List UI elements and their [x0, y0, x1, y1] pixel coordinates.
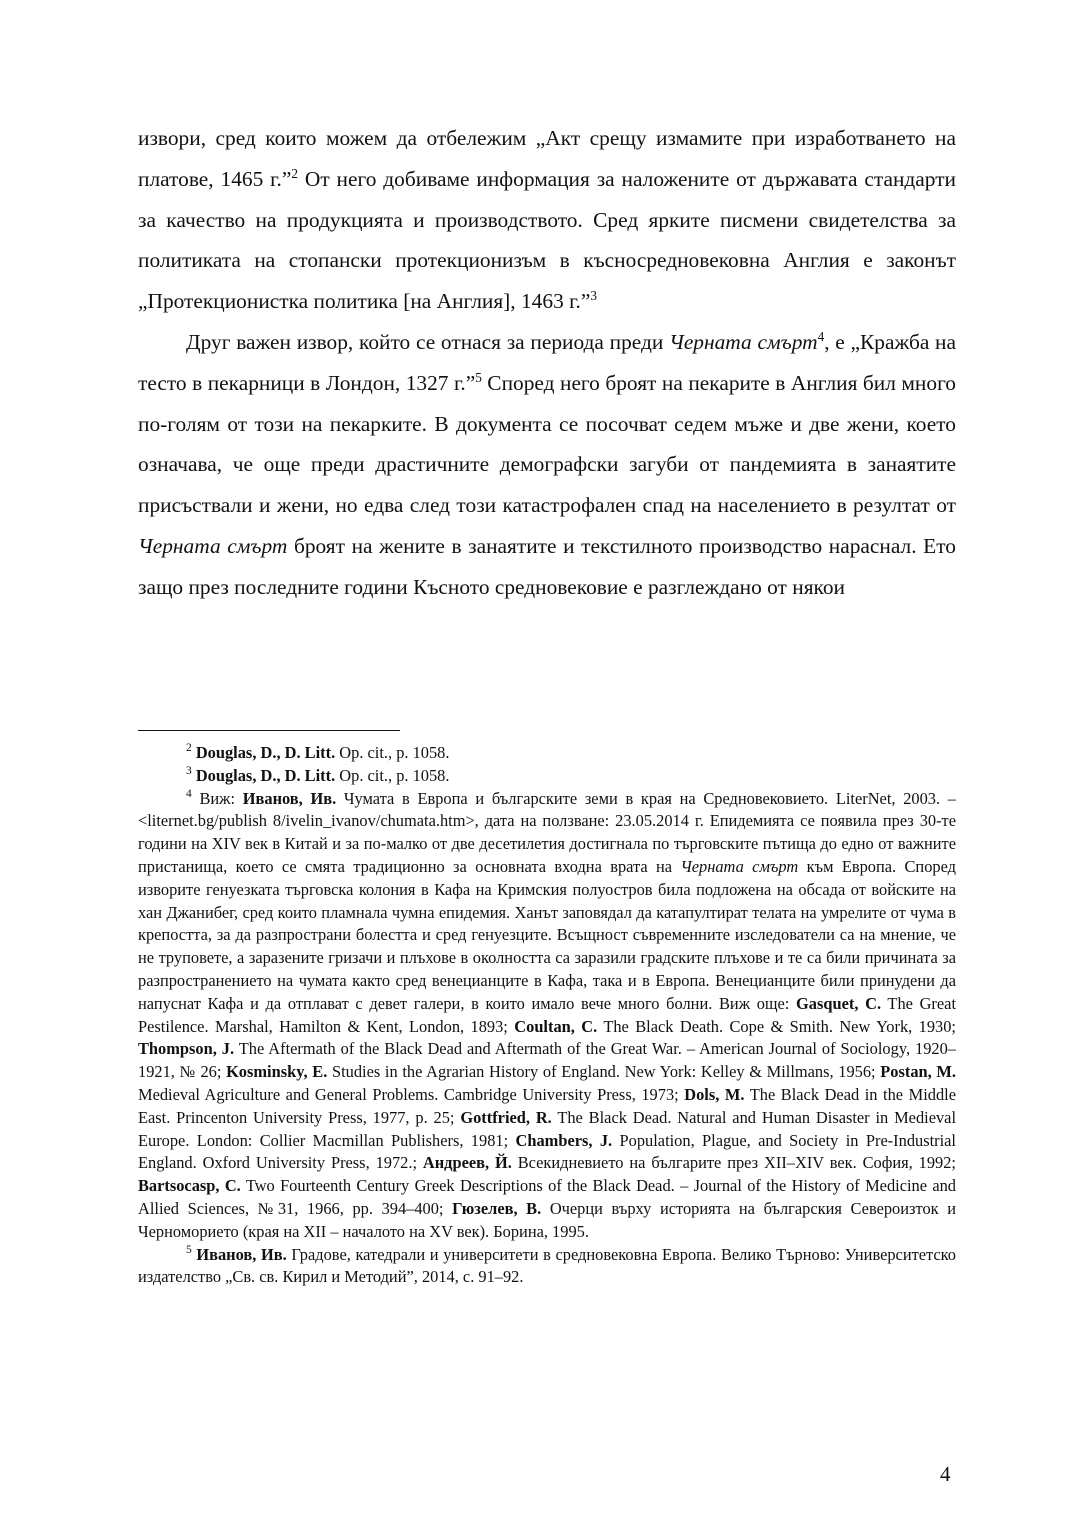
- fn4-author: Иванов, Ив.: [242, 788, 337, 808]
- footnote-3-number: 3: [186, 764, 192, 777]
- fn4-emphasis: Черната смърт: [680, 856, 799, 876]
- footnotes: [138, 742, 956, 1289]
- paragraph-1-text-a: извори, сред които можем да отбележим „Акт срещу измамите при изработването на платове, 1465 г.”: [138, 126, 956, 191]
- footnote-ref-4[interactable]: 4: [817, 329, 825, 345]
- paragraph-2: [138, 322, 956, 608]
- footnote-5-author: Иванов, Ив.: [196, 1244, 287, 1264]
- fn4-text: Population, Plague, and Society in Pre-Industrial England. Oxford University Press, 1972.;: [138, 1130, 956, 1173]
- footnote-4: [138, 788, 956, 1244]
- fn4-text: The Aftermath of the Black Dead and Aftermath of the Great War. – American Journal of Sociology, 1920–1921, № 26;: [138, 1039, 956, 1082]
- fn4-text: The Black Dead in the Middle East. Princenton University Press, 1977, p. 25;: [138, 1084, 956, 1127]
- paragraph-1: [138, 118, 956, 322]
- footnote-5: [138, 1244, 956, 1290]
- fn4-author: Coultan, C.: [514, 1016, 598, 1036]
- fn4-text: The Black Death. Cope & Smith. New York, 1930;: [597, 1016, 956, 1036]
- footnote-2: [138, 742, 956, 765]
- fn4-text: Medieval Agriculture and General Problems. Cambridge University Press, 1973;: [138, 1084, 685, 1104]
- paragraph-2-emphasis-a: Черната смърт: [669, 329, 818, 354]
- fn4-text: Очерци върху историята на българския Североизток и Черноморието (края на XII – началото на XV век). Борина, 1995.: [138, 1198, 956, 1241]
- fn4-author: Kosminsky, E.: [226, 1062, 328, 1082]
- footnote-2-text: Op. cit., p. 1058.: [335, 743, 450, 762]
- fn4-author: Postan, M.: [880, 1062, 956, 1082]
- fn4-author: Андреев, Й.: [422, 1153, 512, 1173]
- paragraph-2-text-b: , е „Кражба на тесто в пекарници в Лондон, 1327 г.”: [138, 329, 956, 395]
- paragraph-2-emphasis-b: Черната смърт: [138, 533, 288, 558]
- paragraph-2-text-d: броят на жените в занаятите и текстилното производство нараснал. Ето защо през последните години Късното средновековие е разглеждано от някои: [138, 533, 956, 599]
- fn4-text: към Европа. Според изворите генуезката търговска колония в Кафа на Кримския полуостров била подложена на обсада от войските на хан Джанибег, сред които пламнала чумна епидемия. Ханът заповядал да катапултират телата на умрелите от чума в крепостта, за да разпространи болестта и сред генуезците. Всъщност съвременните изследователи са на мнение, че не труповете, а заразените гризачи и плъхове в околността са заразили градските плъхове и те са били причината за разпространението на чумата както сред венецианците в Кафа, така и в Европа. Венецианците били принудени да напуснат Кафа и да отплават с девет галери, в които имало вече много болни. Виж още:: [138, 856, 956, 1013]
- footnote-2-author: Douglas, D., D. Litt.: [195, 743, 336, 762]
- footnote-5-text: Градове, катедрали и университети в средновековна Европа. Велико Търново: Университетско издателство „Св. св. Кирил и Методий”, 2014, с. 91–92.: [138, 1244, 957, 1287]
- fn4-text: The Black Dead. Natural and Human Disaster in Medieval Europe. London: Collier Macmillan Publishers, 1981;: [138, 1107, 957, 1150]
- footnote-ref-5[interactable]: 5: [475, 369, 482, 385]
- fn4-author: Thompson, J.: [138, 1039, 235, 1059]
- footnote-ref-3[interactable]: 3: [590, 288, 597, 304]
- footnote-4-number: 4: [186, 787, 192, 800]
- footnote-3-text: Op. cit., p. 1058.: [335, 765, 450, 785]
- fn4-text: Чумата в Европа и българските земи в края на Средновековието. LiterNet, 2003. – <liternet.bg/publish 8/ivelin_ivanov/chumata.htm>, дата на ползване: 23.05.2014 г. Епидемията се появила през 30-те години на XIV век в Китай и за по-малко от две десетилетия достигнала по търговските пътища до едно от важните пристанища, което се смята традиционно за основната входна врата на: [138, 788, 956, 876]
- fn4-text: Two Fourteenth Century Greek Descriptions of the Black Dead. – Journal of the History of Medicine and Allied Sciences, №31, 1966, pp. 394–400;: [138, 1176, 956, 1218]
- fn4-text: Всекидневието на българите през XII–XIV век. София, 1992;: [511, 1153, 956, 1173]
- footnote-separator: [138, 730, 400, 731]
- fn4-author: Gottfried, R.: [460, 1107, 552, 1127]
- fn4-text: Studies in the Agrarian History of England. New York: Kelley & Millmans, 1956;: [327, 1062, 881, 1082]
- footnote-3-author: Douglas, D., D. Litt.: [195, 765, 336, 785]
- fn4-author: Chambers, J.: [515, 1130, 613, 1150]
- page-number: 4: [940, 1462, 951, 1486]
- paragraph-2-text-a: Друг важен извор, който се отнася за периода преди: [186, 329, 670, 354]
- fn4-author: Gasquet, C.: [796, 993, 882, 1013]
- body-text: [138, 118, 956, 608]
- fn4-author: Bartsocasp, C.: [138, 1176, 241, 1196]
- footnote-2-number: 2: [186, 742, 192, 755]
- footnote-3: [138, 765, 956, 788]
- fn4-author: Dols, M.: [684, 1084, 745, 1104]
- footnote-ref-2[interactable]: 2: [291, 165, 298, 181]
- fn4-author: Гюзелев, В.: [452, 1198, 542, 1218]
- paragraph-2-text-c: Според него броят на пекарите в Англия бил много по-голям от този на пекарките. В документа се посочват седем мъже и две жени, което означава, че още преди драстичните демографски загуби от пандемията в занаятите присъствали и жени, но едва след този катастрофален спад на населението в резултат от: [138, 370, 956, 518]
- paragraph-1-text-b: От него добиваме информация за наложените от държавата стандарти за качество на продукцията и производството. Сред ярките писмени свидетелства за политиката на стопански протекционизъм в късносредновековна Англия е законът „Протекционистка политика [на Англия], 1463 г.”: [138, 166, 956, 314]
- fn4-text: The Great Pestilence. Marshal, Hamilton & Kent, London, 1893;: [138, 993, 956, 1036]
- fn4-text: Виж:: [199, 788, 243, 808]
- footnote-5-number: 5: [186, 1243, 192, 1256]
